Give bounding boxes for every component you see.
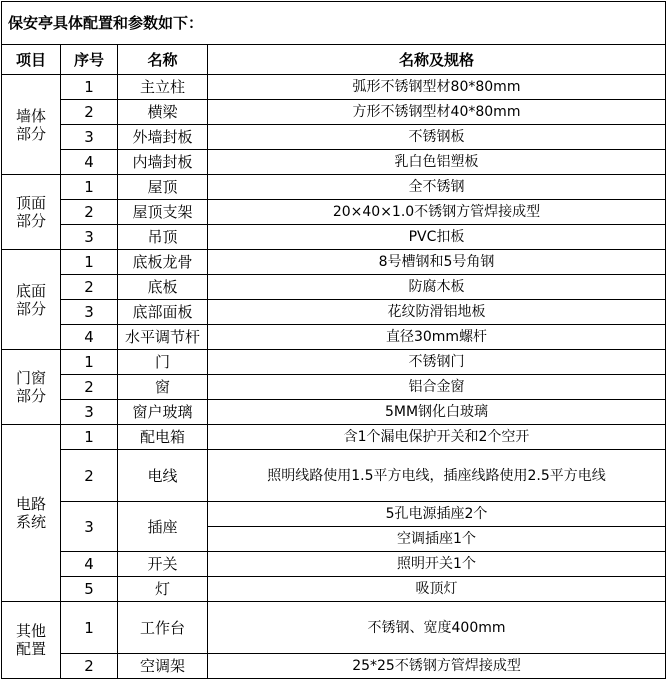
seq-cell: 2 [61,100,118,125]
spec-cell: 吸顶灯 [208,577,666,602]
seq-cell: 1 [61,250,118,275]
table-row [2,654,666,679]
spec-cell: 方形不锈钢型材40*80mm [208,100,666,125]
table-row [2,400,666,425]
table-row [2,100,666,125]
seq-cell: 2 [61,375,118,400]
spec-cell: 乳白色铝塑板 [208,150,666,175]
table-row [2,200,666,225]
category-cell [2,250,61,350]
category-label: 部分 [15,299,46,318]
name-cell: 外墙封板 [118,125,208,150]
seq-cell: 4 [61,325,118,350]
spec-cell: 含1个漏电保护开关和2个空开 [208,425,666,450]
name-cell: 底板 [118,275,208,300]
name-cell: 插座 [118,502,208,552]
header-row [2,45,666,75]
category-label: 其他 [15,622,46,640]
category-cell [2,350,61,425]
category-label: 门窗 [15,369,46,387]
table-row [2,225,666,250]
spec-cell: 8号槽钢和5号角钢 [208,250,666,275]
table-row [2,150,666,175]
table-title: 保安亭具体配置和参数如下： [2,2,666,45]
name-cell: 吊顶 [118,225,208,250]
spec-cell: 不锈钢门 [208,350,666,375]
table-row [2,450,666,502]
table-row [2,125,666,150]
name-cell: 工作台 [118,602,208,654]
table-row [2,577,666,602]
table-row [2,502,666,527]
header-name: 名称 [118,45,208,75]
seq-cell: 4 [61,150,118,175]
category-cell [2,75,61,175]
table-row [2,325,666,350]
name-cell: 底部面板 [118,300,208,325]
spec-cell: PVC扣板 [208,225,666,250]
spec-cell: 全不锈钢 [208,175,666,200]
seq-cell: 5 [61,577,118,602]
category-label: 电路 [15,495,46,513]
category-cell [2,425,61,602]
category-label: 顶面 [15,194,46,212]
category-cell [2,175,61,250]
spec-cell: 空调插座1个 [208,527,666,552]
name-cell: 内墙封板 [118,150,208,175]
seq-cell: 3 [61,225,118,250]
spec-cell: 照明线路使用1.5平方电线，插座线路使用2.5平方电线 [208,450,666,502]
category-label: 配置 [15,640,46,658]
table-row [2,75,666,100]
category-cell [2,602,61,679]
seq-cell: 4 [61,552,118,577]
table-row [2,602,666,654]
name-cell: 屋顶支架 [118,200,208,225]
category-label: 部分 [15,212,46,230]
name-cell: 屋顶 [118,175,208,200]
seq-cell: 1 [61,75,118,100]
seq-cell: 2 [61,450,118,502]
name-cell: 主立柱 [118,75,208,100]
spec-cell: 花纹防滑铝地板 [208,300,666,325]
seq-cell: 3 [61,502,118,552]
category-label: 墙体 [15,106,46,125]
spec-cell: 5孔电源插座2个 [208,502,666,527]
name-cell: 水平调节杆 [118,325,208,350]
table-row [2,175,666,200]
name-cell: 电线 [118,450,208,502]
spec-cell: 25*25不锈钢方管焊接成型 [208,654,666,679]
seq-cell: 1 [61,602,118,654]
seq-cell: 3 [61,400,118,425]
header-category: 项目 [2,45,61,75]
spec-cell: 弧形不锈钢型材80*80mm [208,75,666,100]
table-row [2,300,666,325]
category-label: 底面 [15,281,46,300]
spec-cell: 直径30mm螺杆 [208,325,666,350]
seq-cell: 2 [61,275,118,300]
table-row [2,350,666,375]
seq-cell: 2 [61,200,118,225]
seq-cell: 1 [61,175,118,200]
seq-cell: 1 [61,350,118,375]
name-cell: 门 [118,350,208,375]
name-cell: 灯 [118,577,208,602]
table-row [2,250,666,275]
spec-cell: 不锈钢、宽度400mm [208,602,666,654]
name-cell: 横梁 [118,100,208,125]
spec-cell: 5MM钢化白玻璃 [208,400,666,425]
category-label: 部分 [15,124,46,143]
spec-cell: 20×40×1.0不锈钢方管焊接成型 [208,200,666,225]
spec-cell: 照明开关1个 [208,552,666,577]
name-cell: 开关 [118,552,208,577]
seq-cell: 3 [61,300,118,325]
table-row [2,425,666,450]
table-row [2,275,666,300]
name-cell: 窗户玻璃 [118,400,208,425]
spec-cell: 铝合金窗 [208,375,666,400]
name-cell: 配电箱 [118,425,208,450]
name-cell: 空调架 [118,654,208,679]
category-label: 部分 [15,387,46,405]
seq-cell: 3 [61,125,118,150]
name-cell: 底板龙骨 [118,250,208,275]
spec-cell: 不锈钢板 [208,125,666,150]
spec-table [1,1,666,679]
spec-cell: 防腐木板 [208,275,666,300]
header-spec: 名称及规格 [208,45,666,75]
seq-cell: 2 [61,654,118,679]
name-cell: 窗 [118,375,208,400]
header-seq: 序号 [61,45,118,75]
seq-cell: 1 [61,425,118,450]
table-row [2,375,666,400]
table-row [2,552,666,577]
category-label: 系统 [15,513,46,531]
